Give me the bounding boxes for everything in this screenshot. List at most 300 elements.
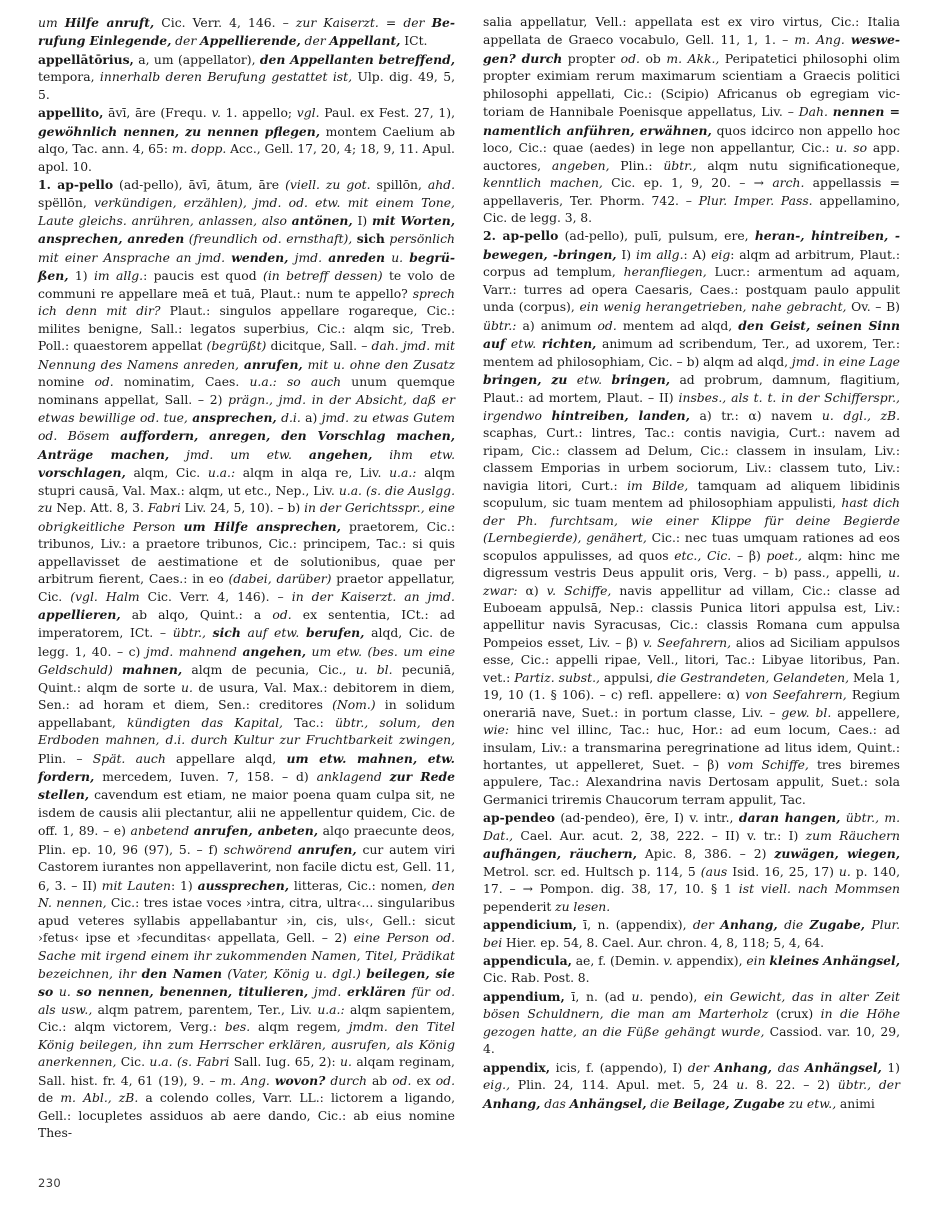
entry-text-run: Isid. 16, 25, 17): [727, 864, 839, 879]
entry-headword-or-gloss: appendix,: [483, 1059, 551, 1075]
entry-text-run: litteras, Cic.: nomen,: [289, 878, 432, 893]
entry-text-run: (aus: [700, 864, 728, 879]
entry-text-run: 1. appello;: [220, 106, 297, 121]
entry-headword-or-gloss: bringen,: [611, 372, 671, 388]
entry-text-run: u. so: [835, 141, 868, 156]
entry-headword-or-gloss: appendicium,: [483, 917, 577, 933]
entry-headword-or-gloss: 1. ap-pello: [38, 177, 114, 193]
entry-text-run: d.i.: [276, 410, 301, 425]
entry-headword-or-gloss: beilegen, sie so: [38, 966, 455, 1000]
entry-text-run: v.: [211, 106, 221, 121]
entry-text-run: kündigten das Kapital,: [127, 715, 283, 730]
entry-text-run: durch: [325, 1073, 367, 1088]
entry-text-run: der: [171, 34, 201, 49]
entry-headword-or-gloss: um Hilfe ansprechen,: [183, 518, 341, 534]
entry-text-run: mit Lauten: [101, 878, 171, 893]
entry-text-run: pendo),: [643, 989, 704, 1004]
entry-text-run: a, um (appellator),: [133, 52, 260, 67]
entry-text-run: ab: [366, 1073, 393, 1088]
entry-headword-or-gloss: so nennen, benennen, titulieren,: [76, 984, 309, 1000]
entry-text-run: alqd, Cic. de legg. 1, 40. – c): [38, 626, 455, 659]
entry-text-run: übtr., m. Dat.,: [483, 811, 901, 843]
entry-text-run: etc., Cic.: [674, 548, 732, 563]
entry-text-run: a): [300, 410, 322, 425]
dictionary-entry: [38, 51, 455, 104]
entry-text-run: Ov. – B): [846, 300, 900, 315]
entry-text-run: ein: [746, 954, 770, 969]
entry-text-run: jmd. zu etwas Gutem od. Bösem: [38, 410, 455, 444]
dictionary-entry: [483, 227, 900, 809]
entry-headword-or-gloss: 2. ap-pello: [483, 228, 559, 244]
entry-text-run: ex: [411, 1073, 436, 1088]
entry-text-run: zum Räuchern: [805, 828, 901, 843]
entry-text-run: mercedem, Iuven. 7, 158. – d): [94, 770, 317, 785]
entry-headword-or-gloss: richten,: [541, 336, 597, 352]
entry-text-run: nominatim, Caes.: [113, 375, 250, 390]
entry-text-run: alqo praecunte deos, Plin. ep. 10, 96 (97), 5. – f): [38, 824, 455, 857]
entry-headword-or-gloss: gewöhnlich nennen, zu nennen pflegen,: [38, 123, 321, 139]
entry-text-run: ad probrum, damnum, flagitium, Plaut.: ad mortem, Plaut. – II): [483, 373, 900, 405]
entry-text-run: sprech ich denn mit dir?: [38, 286, 455, 319]
entry-text-run: der: [300, 34, 330, 49]
entry-text-run: (freundlich od. ernsthaft),: [184, 232, 357, 247]
entry-headword-or-gloss: aussprechen,: [197, 877, 290, 893]
entry-headword-or-gloss: kleines Anhängsel,: [769, 953, 900, 969]
entry-text-run: – → arch.: [739, 176, 805, 191]
entry-headword-or-gloss: weswegen? durch: [483, 32, 901, 66]
entry-text-run: alqm in alqa re, Liv.: [235, 466, 390, 481]
entry-headword-or-gloss: Appellant,: [329, 33, 401, 49]
entry-text-run: Plin.:: [609, 158, 664, 173]
entry-text-run: das: [540, 1096, 570, 1111]
entry-text-run: appellamino, Cic. de legg. 3, 8.: [483, 193, 900, 225]
entry-text-run: – Dah.: [787, 105, 833, 120]
entry-text-run: spillōn,: [370, 178, 428, 193]
entry-headword-or-gloss: erklären: [346, 984, 406, 1000]
entry-text-run: – in der Kaiserzt. an jmd.: [277, 589, 455, 604]
entry-text-run: v. Schiffe,: [546, 583, 612, 598]
entry-text-run: – dah. jmd. mit Nennung des Namens anreden,: [38, 339, 455, 372]
entry-text-run: cavendum est etiam, ne maior poena quam culpa sit, ne isdem de causis alii plectantur, alii ne appellentur quidem, Cic. de off. 1, 89. – e): [38, 788, 455, 839]
entry-text-run: Cic. Verr. 4, 146).: [139, 589, 278, 604]
entry-text-run: eig.,: [483, 1078, 511, 1093]
dictionary-entry: [483, 809, 900, 916]
entry-headword-or-gloss: heran-, hintreiben, -bewegen, -bringen,: [483, 228, 900, 262]
entry-text-run: ab alqo, Quint.: a: [120, 607, 273, 622]
entry-text-run: alqm sapientem, Cic.: alqm victorem, Verg.:: [38, 1002, 455, 1035]
entry-headword-or-gloss: Anhängsel,: [569, 1095, 647, 1111]
entry-text-run: eine Person od. Sache mit irgend einem ihr zukommenden Namen, Titel, Prädikat bezeichnen, ihr: [38, 931, 455, 982]
entry-text-run: u.: [736, 1078, 749, 1093]
entry-text-run: Hier. ep. 54, 8. Cael. Aur. chron. 4, 8, 118; 5, 4, 64.: [502, 935, 825, 950]
entry-text-run: 1): [68, 269, 94, 284]
entry-text-run: te volo de communi re appellare meā et tuā, Plaut.: num te appello?: [38, 269, 456, 301]
entry-text-run: salia appellatur, Vell.: appellata est ex viro virtus, Cic.: Italia appellata de Graeco vocabulo, Gell. 11, 1, 1.: [483, 15, 900, 48]
entry-text-run: u.: [838, 864, 851, 879]
entry-text-run: (ad-pello), āvī, ātum, āre: [113, 178, 286, 193]
entry-text-run: alqm: hinc me digressum vestris Deus appulit oris, Verg. – b) pass., appelli,: [483, 548, 900, 581]
entry-text-run: Plur. bei: [483, 918, 900, 950]
entry-text-run: – β): [731, 548, 767, 563]
entry-text-run: alqm patrem, parentem, Ter., Liv.: [92, 1002, 318, 1017]
entry-text-run: u.: [340, 1055, 352, 1070]
entry-text-run: ist viell. nach Mommsen: [738, 882, 900, 897]
entry-text-run: de: [38, 1091, 61, 1106]
entry-headword-or-gloss: daran hangen,: [738, 810, 841, 826]
dictionary-entry: [38, 14, 455, 51]
entry-text-run: im allg.: [93, 269, 144, 284]
entry-text-run: die: [646, 1096, 674, 1111]
entry-text-run: Liv. 24, 5, 10). – b): [180, 501, 305, 516]
entry-text-run: von Seefahrern,: [745, 688, 847, 703]
entry-text-run: übtr., solum, den Erdboden mahnen, d.i. durch Kultur zur Fruchtbarkeit zwingen,: [38, 715, 455, 748]
entry-headword-or-gloss: appellieren,: [38, 606, 121, 622]
entry-headword-or-gloss: anrufen,: [297, 841, 357, 857]
entry-text-run: in die Höhe gezogen hatte, an die Füße gehängt wurde,: [483, 1007, 901, 1039]
left-text-column: [38, 14, 455, 1154]
entry-text-run: (ad-pendeo), ēre, I) v. intr.,: [554, 811, 739, 826]
entry-text-run: Partiz. subst.,: [514, 670, 600, 685]
entry-text-run: Cic. ep. 1, 9, 20.: [602, 176, 740, 191]
dictionary-entry: [38, 104, 455, 176]
entry-headword-or-gloss: Anhang,: [714, 1059, 778, 1075]
entry-text-run: a) tr.: α) navem: [689, 408, 822, 423]
entry-headword-or-gloss: auffordern, anregen, den Vorschlag machen, Anträge machen,: [38, 428, 455, 462]
entry-text-run: Mela 1, 19, 10 (1. § 106). – c) refl. appellere: α): [483, 670, 900, 703]
entry-headword-or-gloss: Hilfe anruft,: [64, 15, 155, 30]
dictionary-entry: [483, 1059, 900, 1113]
entry-text-run: dicitque, Sall.: [266, 339, 362, 354]
entry-headword-or-gloss: Anhang,: [720, 917, 778, 933]
entry-text-run: v. Seefahrern,: [642, 635, 732, 650]
entry-text-run: Apic. 8, 386. – 2): [636, 847, 775, 862]
entry-text-run: im allg.: [635, 247, 684, 262]
entry-text-run: 8. 22. – 2): [748, 1078, 838, 1093]
entry-text-run: propter: [562, 51, 621, 66]
entry-text-run: tempora,: [38, 70, 100, 85]
entry-headword-or-gloss: den Geist, seinen Sinn auf: [483, 317, 900, 352]
entry-text-run: Peripatetici philosophi olim propter eximiam rerum maximarum scientiam a Graecis politici philosophi appellati, Cic.: (Scipio) Africanus ob egregiam victoriam de Hannibale Poenisque appellatus, Liv.: [483, 51, 900, 120]
entry-text-run: quos idcirco non appello hoc loco, Cic.: quae (aedes) in lege non appellantur, Cic.:: [483, 123, 900, 156]
entry-headword-or-gloss: vorschlagen,: [38, 465, 126, 481]
entry-text-run: anbetend: [130, 824, 194, 839]
entry-text-run: die Gestrandeten, Gelandeten,: [657, 670, 850, 685]
entry-text-run: alqm stupri causā, Val. Max.: alqm, ut etc., Nep., Liv.: [38, 466, 455, 498]
entry-headword-or-gloss: den Namen: [141, 966, 222, 982]
entry-text-run: hast dich der Ph. furchtsam, wie einer Klippe für deine Begierde (Lernbegierde), genähert,: [483, 496, 900, 546]
entry-headword-or-gloss: zur Rede stellen,: [38, 769, 455, 803]
entry-text-run: icis, f. (appendo), I): [550, 1060, 688, 1075]
entry-headword-or-gloss: zuwägen, wiegen,: [774, 846, 900, 862]
entry-text-run: jmd.: [288, 250, 329, 265]
entry-text-run: etw.: [505, 337, 542, 352]
entry-text-run: u.: [53, 985, 77, 1000]
entry-text-run: α): [517, 583, 547, 598]
entry-text-run: ein Gewicht, das in alter Zeit bösen Schuldnern, die man am Marterholz: [483, 989, 900, 1022]
entry-text-run: u.a.:: [317, 1002, 345, 1017]
entry-text-run: alqam reginam, Sall. hist. fr. 4, 61 (19), 9.: [38, 1055, 455, 1088]
entry-headword-or-gloss: appellātōrius,: [38, 51, 134, 67]
entry-text-run: auf etw.: [240, 626, 307, 641]
entry-headword-or-gloss: um etw. mahnen, etw. fordern,: [38, 750, 455, 785]
entry-text-run: m. Abl., zB.: [60, 1091, 139, 1106]
entry-text-run: alqm de pecunia, Cic.,: [182, 663, 356, 678]
entry-text-run: das: [777, 1060, 805, 1075]
entry-text-run: a) animum: [516, 318, 598, 333]
entry-text-run: animi: [836, 1096, 875, 1111]
entry-text-run: animum ad scribendum, Ter., ad uxorem, Ter.: mentem ad philosophiam, Cic. – b) alqm ad alqd,: [483, 337, 900, 369]
entry-text-run: tamquam ad aliquem libidinis scopulum, sic tuam mentem ad philosophiam appulisti,: [483, 478, 900, 511]
entry-text-run: schwörend: [223, 842, 298, 857]
entry-text-run: Regium onerariā nave, Suet.: in portum classe, Liv.: [483, 688, 900, 720]
entry-headword-or-gloss: Anhang,: [483, 1095, 541, 1111]
entry-text-run: appellare alqd,: [165, 751, 287, 766]
entry-text-run: alqm, Cic.: [125, 466, 208, 481]
entry-headword-or-gloss: appendicula,: [483, 953, 572, 969]
entry-text-run: kenntlich machen,: [483, 176, 603, 191]
entry-text-run: nomine: [38, 375, 95, 390]
entry-headword-or-gloss: ansprechen,: [192, 409, 277, 425]
entry-text-run: Paul. ex Fest. 27, 1),: [319, 106, 455, 121]
entry-headword-or-gloss: Appellierende,: [200, 33, 301, 49]
entry-text-run: in der Gerichtsspr., eine obrigkeitliche Person: [38, 501, 455, 534]
entry-headword-or-gloss: wenden,: [231, 249, 289, 265]
entry-text-run: ICt.: [400, 34, 428, 49]
entry-text-run: mit u. ohne den Zusatz: [302, 357, 455, 372]
entry-text-run: montem Caelium ab alqo, Tac. ann. 4, 65:: [38, 124, 455, 157]
entry-text-run: Cael. Aur. acut. 2, 38, 222. – II) v. tr.: I): [513, 828, 806, 843]
entry-text-run: Fabri: [147, 501, 181, 516]
entry-text-run: Cic.: [116, 1055, 150, 1070]
entry-text-run: alqm nutu significationeque,: [696, 158, 900, 173]
page-number: 230: [38, 1176, 62, 1190]
entry-text-run: praetor appellatur, Cic.: [38, 572, 455, 604]
entry-text-run: poet.,: [766, 548, 802, 563]
entry-text-run: der: [692, 918, 721, 933]
entry-text-run: u. zwar:: [483, 566, 900, 598]
entry-text-run: : paucis est quod: [143, 269, 264, 284]
entry-text-run: Tac.:: [282, 715, 335, 730]
entry-text-run: im Bilde,: [627, 478, 689, 493]
entry-text-run: (Nom.): [332, 698, 376, 713]
entry-text-run: ae, f. (Demin.: [571, 954, 664, 969]
entry-text-run: zu etw.,: [784, 1096, 837, 1111]
entry-headword-or-gloss: angehen,: [242, 643, 306, 659]
entry-text-run: appellere,: [831, 705, 900, 720]
entry-text-run: (in betreff dessen): [263, 269, 383, 284]
entry-text-run: ob: [639, 51, 667, 66]
entry-text-run: wie:: [483, 723, 509, 738]
entry-text-run: (ad-pello), pulī, pulsum, ere,: [558, 229, 755, 244]
entry-text-run: eig: [711, 247, 731, 262]
entry-text-run: od.: [620, 51, 640, 66]
entry-headword-or-gloss: nennen = namentlich anführen, erwähnen,: [483, 104, 900, 138]
entry-text-run: od.: [272, 607, 292, 622]
entry-text-run: appellassis = appellaveris, Ter. Phorm. 742.: [483, 176, 900, 208]
text-columns: [38, 14, 900, 1154]
entry-text-run: hinc vel illinc, Tac.: huc, Hor.: ad eum locum, Caes.: ad insulam, Liv.: a transmarina peregrinatione ad litus idem, Quint.: hortantes, ut appelleret, Suet. – β): [483, 723, 900, 773]
entry-text-run: Metrol. scr. ed. Hultsch p. 114, 5: [483, 864, 701, 879]
entry-headword-or-gloss: sich: [356, 231, 385, 247]
entry-headword-or-gloss: Berufung Einlegende,: [38, 15, 455, 49]
entry-text-run: u.a. (s. Fabri: [149, 1055, 230, 1070]
entry-headword-or-gloss: sich: [212, 625, 241, 641]
entry-headword-or-gloss: hintreiben, landen,: [551, 407, 690, 423]
entry-headword-or-gloss: mit Worten, ansprechen, anreden: [38, 212, 456, 247]
entry-headword-or-gloss: angehen,: [308, 446, 373, 462]
entry-text-run: Plaut.: singulos appellare rogareque, Cic.: milites benigne, Sall.: legatos superbius, Cic.: alqm sic, Treb. Poll.: quaestorem appellat: [38, 304, 455, 354]
entry-text-run: praetorem, Cic.: tribunos, Liv.: a praetore tribunos, Cic.: principem, Tac.: si quis appellavisset de aestimatione et de solutionibus, quae per arbitrum fierent, Caes.: in eo: [38, 519, 456, 587]
entry-text-run: jmd.: [308, 985, 347, 1000]
entry-text-run: – zur Kaiserzt. = der: [282, 16, 432, 30]
entry-text-run: – Plur. Imper. Pass.: [685, 193, 813, 208]
entry-text-run: scaphas, Curt.: lintres, Tac.: contis navigia, Curt.: navem ad ripam, Cic.: classem ad Delum, Cic.: classem in insulam, Liv.: classem Emporias in urbem sociorum, Liv.: classem tuto, Liv.: navigia litori, Curt.:: [483, 426, 900, 493]
entry-text-run: Nep. Att. 8, 3.: [52, 501, 148, 516]
entry-text-run: übtr.,: [663, 158, 697, 173]
entry-text-run: u.a. (s. die Auslgg. zu: [38, 483, 455, 516]
entry-text-run: : A): [683, 247, 712, 262]
entry-text-run: (crux): [775, 1007, 814, 1022]
entry-text-run: u. bl.: [355, 663, 393, 678]
entry-text-run: Plin. 24, 114. Apul. met. 5, 24: [510, 1078, 737, 1093]
entry-text-run: od.: [94, 375, 114, 390]
entry-text-run: p. 140, 17. – → Pompon. dig. 38, 17, 10. § 1: [483, 864, 901, 897]
entry-text-run: āvī, āre (Frequ.: [103, 106, 212, 121]
dictionary-entry: [483, 952, 900, 988]
entry-text-run: Cic. Verr. 4, 146.: [154, 16, 283, 30]
entry-text-run: Ulp. dig. 49, 5, 5.: [38, 70, 456, 102]
entry-text-run: persönlich mit einer Ansprache an jmd.: [38, 232, 455, 265]
entry-text-run: Lucr.: armentum ad aquam, Varr.: turres ad opera Caesaris, Caes.: postquam paulo appulit unda (corpus),: [483, 265, 900, 315]
entry-text-run: zu lesen.: [555, 899, 611, 914]
entry-text-run: um etw. (bes. um eine Geldschuld): [38, 644, 455, 678]
entry-headword-or-gloss: begrüßen,: [38, 249, 456, 284]
entry-text-run: 1): [881, 1060, 901, 1075]
entry-headword-or-gloss: anrufen, anbeten,: [193, 823, 318, 839]
right-text-column: [483, 14, 900, 1154]
entry-text-run: Cic.: nec tuas umquam rationes ad eos scopulos appulisses, ad quos: [483, 531, 900, 563]
entry-text-run: pecuniā, Quint.: alqm de sorte: [38, 663, 455, 695]
entry-headword-or-gloss: Zugabe,: [809, 917, 865, 933]
entry-text-run: der: [687, 1060, 715, 1075]
entry-text-run: a colendo colles, Varr. LL.: lictorem a ligando, Gell.: locupletes assiduos ab aere dando, Cic.: ab eius nomine Thes-: [38, 1091, 455, 1141]
entry-text-run: u.a.: so auch: [249, 375, 342, 390]
entry-text-run: ex sententia, ICt.: ad imperatorem, ICt.: [38, 607, 455, 641]
entry-text-run: appulsi,: [599, 670, 658, 685]
entry-text-run: od.: [597, 318, 617, 333]
entry-text-run: innerhalb deren Berufung gestattet ist,: [99, 70, 353, 85]
entry-text-run: übtr., der: [837, 1078, 900, 1093]
entry-text-run: vom Schiffe,: [727, 758, 809, 773]
entry-headword-or-gloss: mahnen,: [122, 662, 183, 678]
entry-text-run: (Vater, König u. dgl.): [222, 967, 367, 982]
entry-text-run: od.: [392, 1073, 412, 1088]
dictionary-entry: [483, 916, 900, 952]
entry-text-run: mentem ad alqd,: [616, 318, 739, 333]
entry-text-run: I): [616, 247, 636, 262]
entry-text-run: u.: [181, 680, 193, 695]
entry-text-run: Cassiod. var. 10, 29, 4.: [483, 1024, 900, 1057]
entry-headword-or-gloss: appendium,: [483, 988, 565, 1004]
entry-text-run: jmd. um etw.: [169, 447, 309, 462]
entry-text-run: tres biremes appulere, Tac.: Alexandrina navis Dertosam appulit, Suet.: sola Germanici triremis Chaucorum terram appulit, Tac.: [483, 758, 900, 807]
entry-headword-or-gloss: berufen,: [306, 625, 365, 641]
entry-text-run: od.: [435, 1073, 456, 1088]
entry-text-run: u.a.:: [389, 466, 417, 481]
entry-headword-or-gloss: den Appellanten betreffend,: [259, 51, 455, 67]
dictionary-entry: [483, 14, 900, 227]
entry-text-run: Acc., Gell. 17, 20, 4; 18, 9, 11. Apul. apol. 10.: [38, 142, 455, 174]
entry-text-run: um: [38, 16, 65, 30]
entry-text-run: bes.: [224, 1020, 251, 1035]
entry-headword-or-gloss: Beilage, Zugabe: [673, 1095, 785, 1111]
entry-text-run: ihm etw.: [372, 447, 455, 462]
entry-text-run: : 1): [171, 878, 198, 893]
entry-text-run: angeben,: [551, 158, 610, 173]
entry-text-run: ī, n. (appendix),: [576, 918, 693, 933]
entry-text-run: u.a.:: [207, 466, 236, 481]
entry-text-run: de usura, Val. Max.: debitorem in diem, Sen.: ad horam et diem, Sen.: creditores: [38, 680, 455, 713]
entry-text-run: spëllōn,: [38, 195, 95, 210]
entry-text-run: Cic.: tres istae voces ›intra, citra, ultra‹... singularibus apud veteres syllabis appellabantur ›in, cis, uls‹, Gell.: sicut ›fetus‹ ipse et ›fecunditas‹ appellata, Gell. – 2): [38, 896, 455, 946]
dictionary-entry: [483, 988, 900, 1059]
entry-text-run: jmd. in eine Lage: [791, 354, 900, 369]
entry-headword-or-gloss: wovon?: [274, 1072, 326, 1088]
entry-text-run: : alqm ad arbitrum, Plaut.: corpus ad templum,: [483, 247, 901, 280]
entry-text-run: Sall. Iug. 65, 2):: [229, 1055, 341, 1070]
entry-text-run: app. auctores,: [483, 141, 900, 173]
entry-text-run: alqm regem,: [250, 1020, 349, 1035]
entry-headword-or-gloss: anreden: [328, 249, 386, 265]
entry-headword-or-gloss: Anhängsel,: [804, 1059, 882, 1075]
entry-text-run: cur autem viri Castorem iurantes non appellaverint, non facile dictu est, Gell. 11, 6, 3. – II): [38, 842, 455, 893]
entry-text-run: jmd. mahnend: [145, 644, 243, 659]
entry-text-run: pependerit: [483, 899, 556, 914]
entry-text-run: ahd.: [427, 178, 455, 193]
entry-text-run: vgl.: [296, 106, 320, 121]
entry-text-run: etw.: [567, 373, 612, 388]
entry-headword-or-gloss: antönen,: [291, 212, 353, 228]
entry-text-run: Cic. Rab. Post. 8.: [483, 971, 590, 986]
entry-text-run: navis appellitur ad villam, Cic.: classe ad Euboeam appulsā, Nep.: classis Punica litori appulsa est, Liv.: appellitur navis Syracusas, Cic.: classis Romana cum appulsa Pompeios esset, Liv. – β): [483, 583, 901, 650]
entry-text-run: – m. Ang.: [782, 33, 851, 48]
entry-text-run: ein wenig herangetrieben, nahe gebracht,: [579, 300, 847, 315]
entry-text-run: m. dopp.: [171, 142, 227, 157]
entry-text-run: (vgl. Halm: [70, 589, 140, 604]
entry-headword-or-gloss: anrufen,: [243, 356, 303, 372]
entry-text-run: (begrüßt): [206, 339, 267, 354]
entry-text-run: – gew. bl.: [769, 705, 832, 720]
entry-text-run: v.: [663, 954, 673, 969]
entry-text-run: übtr.:: [483, 318, 517, 333]
entry-text-run: u.: [631, 989, 644, 1004]
entry-text-run: – m. Ang.: [209, 1073, 275, 1088]
entry-text-run: ī, n. (ad: [564, 989, 632, 1004]
entry-text-run: verkündigen, erzählen), jmd. od. etw. mit einem Tone, Laute gleichs. anrühren, anlassen, also: [38, 195, 455, 228]
entry-text-run: m. Akk.,: [666, 51, 720, 66]
entry-headword-or-gloss: appellito,: [38, 105, 104, 121]
entry-text-run: unum quemque nominans appellat, Sall. – 2): [38, 375, 455, 407]
entry-headword-or-gloss: bringen, zu: [483, 372, 568, 388]
entry-text-run: – übtr.,: [159, 626, 213, 641]
entry-text-run: Plin.: [38, 751, 77, 766]
entry-text-run: u.: [385, 250, 410, 265]
entry-text-run: (viell. zu got.: [285, 178, 371, 193]
entry-text-run: – Spät. auch: [76, 751, 166, 766]
entry-text-run: alios ad Siciliam appulsos esse, Cic.: appelli ripae, Vell., litori, Tac.: Libyae litoribus, Pan. vet.:: [483, 635, 900, 685]
entry-text-run: heranfliegen,: [623, 265, 707, 280]
entry-text-run: in solidum appellabant,: [38, 698, 455, 730]
